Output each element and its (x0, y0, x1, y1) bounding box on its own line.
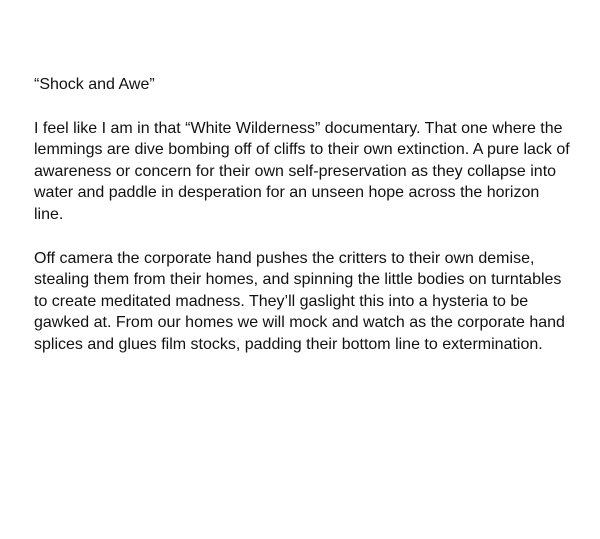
poem-title: “Shock and Awe” (34, 76, 155, 93)
paragraph-1: I feel like I am in that “White Wilderness” documentary. That one where the lemmings are dive bombing off of cliffs to their own extinction. A pure lack of awareness or concern for their own self-preservation as they collapse into water and paddle in desperation for an unseen hope across the horizon line. (34, 119, 570, 223)
document-body (34, 74, 570, 356)
paragraph-2: Off camera the corporate hand pushes the critters to their own demise, stealing them from their homes, and spinning the little bodies on turntables to create meditated madness. They’ll gaslight this into a hysteria to be gawked at. From our homes we will mock and watch as the corporate hand splices and glues film stocks, padding their bottom line to extermination. (34, 249, 565, 353)
